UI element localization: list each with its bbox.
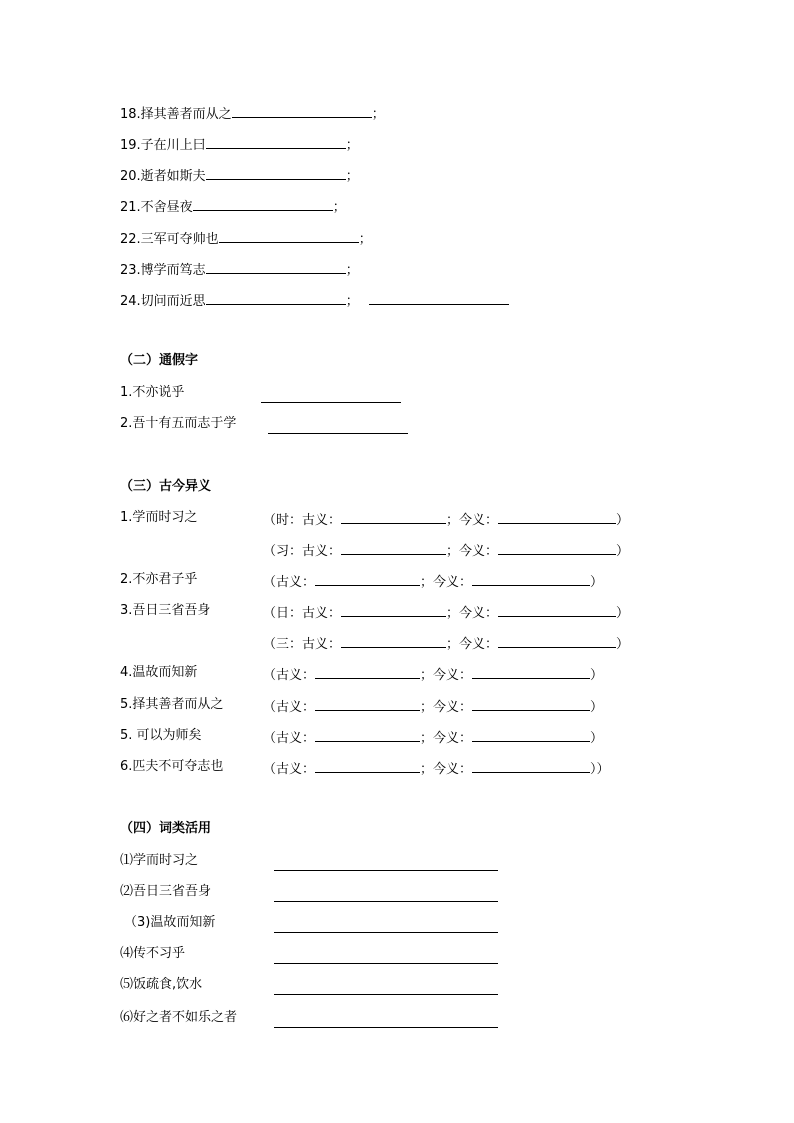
item-20: 20.逝者如斯夫 ； <box>120 165 359 183</box>
jin-yi-blank[interactable] <box>472 758 590 773</box>
answer-blank-2[interactable] <box>369 290 509 305</box>
gujin-row-label: 5.择其善者而从之 <box>120 697 224 712</box>
item-label: 18.择其善者而从之 <box>120 107 232 122</box>
huoyong-item: （3)温故而知新 <box>124 915 216 930</box>
item-label: 22.三军可夺帅也 <box>120 232 219 247</box>
item-21: 21.不舍昼夜 ； <box>120 196 346 214</box>
answer-blank[interactable] <box>206 165 346 180</box>
answer-blank[interactable] <box>206 259 346 274</box>
jin-yi-blank[interactable] <box>498 509 616 524</box>
gu-yi-blank[interactable] <box>315 664 420 679</box>
gu-yi-blank[interactable] <box>341 509 446 524</box>
answer-blank[interactable] <box>274 976 498 995</box>
answer-blank[interactable] <box>274 914 498 933</box>
jin-yi-blank[interactable] <box>498 633 616 648</box>
answer-blank[interactable] <box>193 196 333 211</box>
item-23: 23.博学而笃志 ； <box>120 259 359 277</box>
huoyong-item: ⑴学而时习之 <box>120 853 199 868</box>
gujin-row: （古义： ；今义： ） <box>263 571 603 589</box>
gu-yi-blank[interactable] <box>315 571 420 586</box>
jin-yi-blank[interactable] <box>498 540 616 555</box>
gu-yi-blank[interactable] <box>341 540 446 555</box>
gujin-row-label: 4.温故而知新 <box>120 665 198 680</box>
huoyong-item: ⑸饭疏食,饮水 <box>120 977 203 992</box>
gu-yi-blank[interactable] <box>341 633 446 648</box>
gujin-row: （古义： ；今义： ） <box>263 727 603 745</box>
answer-blank[interactable] <box>261 384 401 403</box>
gujin-row-label: 3.吾日三省吾身 <box>120 603 211 618</box>
gujin-row-label: 5. 可以为师矣 <box>120 728 202 743</box>
gujin-row-label: 6.匹夫不可夺志也 <box>120 759 224 774</box>
answer-blank[interactable] <box>206 134 346 149</box>
section-heading-cileihuoyong: （四）词类活用 <box>120 821 212 836</box>
item-18: 18.择其善者而从之 ； <box>120 103 385 121</box>
gu-yi-blank[interactable] <box>341 602 446 617</box>
answer-blank[interactable] <box>274 852 498 871</box>
answer-blank[interactable] <box>274 1009 498 1028</box>
jin-yi-blank[interactable] <box>472 696 590 711</box>
huoyong-item: ⑷传不习乎 <box>120 946 186 961</box>
gujin-row: （古义： ；今义： ） <box>263 696 603 714</box>
answer-blank[interactable] <box>268 415 408 434</box>
item-label: 23.博学而笃志 <box>120 263 206 278</box>
answer-blank[interactable] <box>219 228 359 243</box>
gujin-row: （时：古义： ；今义： ） <box>263 509 629 527</box>
gu-yi-blank[interactable] <box>315 696 420 711</box>
item-24: 24.切问而近思 ； <box>120 290 509 308</box>
answer-blank[interactable] <box>232 103 372 118</box>
section-heading-tongjiazi: （二）通假字 <box>120 353 199 368</box>
huoyong-item: ⑵吾日三省吾身 <box>120 884 212 899</box>
gujin-row: （古义： ；今义： ）） <box>263 758 610 776</box>
answer-blank[interactable] <box>206 290 346 305</box>
huoyong-item: ⑹好之者不如乐之者 <box>120 1010 238 1025</box>
item-label: 19.子在川上曰 <box>120 138 206 153</box>
item-22: 22.三军可夺帅也 ； <box>120 228 372 246</box>
jin-yi-blank[interactable] <box>472 727 590 742</box>
jin-yi-blank[interactable] <box>472 571 590 586</box>
gujin-row-label: 1.学而时习之 <box>120 510 198 525</box>
item-label: 24.切问而近思 <box>120 294 206 309</box>
item-label: 20.逝者如斯夫 <box>120 169 206 184</box>
gujin-row: （日：古义： ；今义： ） <box>263 602 629 620</box>
tongjia-item-2: 2.吾十有五而志于学 <box>120 416 237 431</box>
section-heading-gujinyiyi: （三）古今异义 <box>120 479 212 494</box>
tongjia-item-1: 1.不亦说乎 <box>120 385 185 400</box>
answer-blank[interactable] <box>274 883 498 902</box>
gujin-row: （习：古义： ；今义： ） <box>263 540 629 558</box>
gujin-row-label: 2.不亦君子乎 <box>120 572 198 587</box>
item-19: 19.子在川上曰 ； <box>120 134 359 152</box>
jin-yi-blank[interactable] <box>498 602 616 617</box>
gu-yi-blank[interactable] <box>315 758 420 773</box>
gujin-row: （古义： ；今义： ） <box>263 664 603 682</box>
item-label: 21.不舍昼夜 <box>120 200 193 215</box>
gu-yi-blank[interactable] <box>315 727 420 742</box>
jin-yi-blank[interactable] <box>472 664 590 679</box>
answer-blank[interactable] <box>274 945 498 964</box>
gujin-row: （三：古义： ；今义： ） <box>263 633 629 651</box>
